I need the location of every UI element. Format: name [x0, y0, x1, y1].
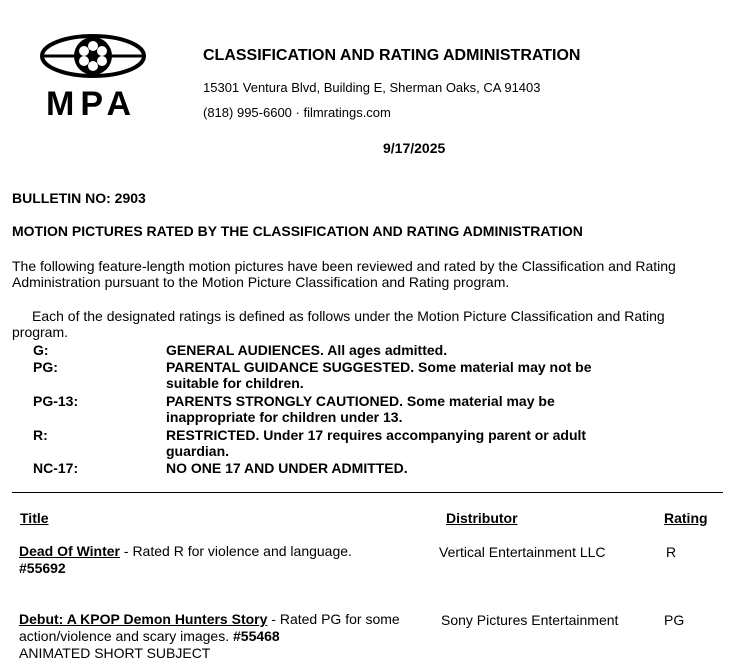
rating-code-g: G: — [33, 342, 49, 358]
category-note: ANIMATED SHORT SUBJECT — [19, 645, 211, 661]
org-contact: (818) 995-6600 · filmratings.com — [203, 105, 391, 120]
rating-def-pg13: PARENTS STRONGLY CAUTIONED. Some material may be inappropriate for children under 13. — [166, 393, 555, 425]
column-header-title: Title — [20, 510, 49, 526]
rating-def-nc17: NO ONE 17 AND UNDER ADMITTED. — [166, 460, 408, 476]
table-row — [19, 543, 414, 577]
distributor-cell: Vertical Entertainment LLC — [439, 544, 606, 560]
rating-def-pg: PARENTAL GUIDANCE SUGGESTED. Some material may not be suitable for children. — [166, 359, 592, 391]
rating-code-pg: PG: — [33, 359, 58, 375]
rating-code-nc17: NC-17: — [33, 460, 79, 476]
rating-def-g: GENERAL AUDIENCES. All ages admitted. — [166, 342, 448, 358]
column-header-distributor: Distributor — [446, 510, 518, 526]
bulletin-number: BULLETIN NO: 2903 — [12, 190, 146, 206]
rating-cell: R — [666, 544, 677, 560]
film-reel-icon — [38, 33, 148, 83]
org-title: CLASSIFICATION AND RATING ADMINISTRATION — [203, 47, 581, 64]
column-header-rating: Rating — [664, 510, 708, 526]
rating-cell: PG — [664, 612, 685, 628]
intro-paragraph: The following feature-length motion pictures have been reviewed and rated by the Classification and Rating Administration pursuant to the Motion Picture Classification and Rating program. — [12, 258, 676, 290]
divider — [12, 492, 723, 493]
rating-code-pg13: PG-13: — [33, 393, 79, 409]
movie-title: Dead Of Winter — [19, 543, 120, 559]
rating-reason: - Rated R for violence and language. — [120, 543, 352, 559]
certificate-number: #55692 — [19, 560, 66, 576]
rating-code-r: R: — [33, 427, 48, 443]
logo-wordmark: MPA — [46, 85, 138, 123]
bulletin-date: 9/17/2025 — [383, 140, 446, 156]
org-address: 15301 Ventura Blvd, Building E, Sherman Oaks, CA 91403 — [203, 80, 541, 95]
certificate-number: #55468 — [233, 628, 280, 644]
page-heading: MOTION PICTURES RATED BY THE CLASSIFICATION AND RATING ADMINISTRATION — [12, 223, 583, 239]
rating-reason: - Rated PG for some action/violence and scary images. — [19, 611, 400, 644]
table-row — [19, 611, 414, 662]
definitions-intro: Each of the designated ratings is defined as follows under the Motion Picture Classification and Rating program. — [12, 308, 665, 340]
mpa-logo — [38, 33, 148, 125]
rating-def-r: RESTRICTED. Under 17 requires accompanying parent or adult guardian. — [166, 427, 587, 459]
movie-title: Debut: A KPOP Demon Hunters Story — [19, 611, 268, 627]
distributor-cell: Sony Pictures Entertainment — [441, 612, 619, 628]
